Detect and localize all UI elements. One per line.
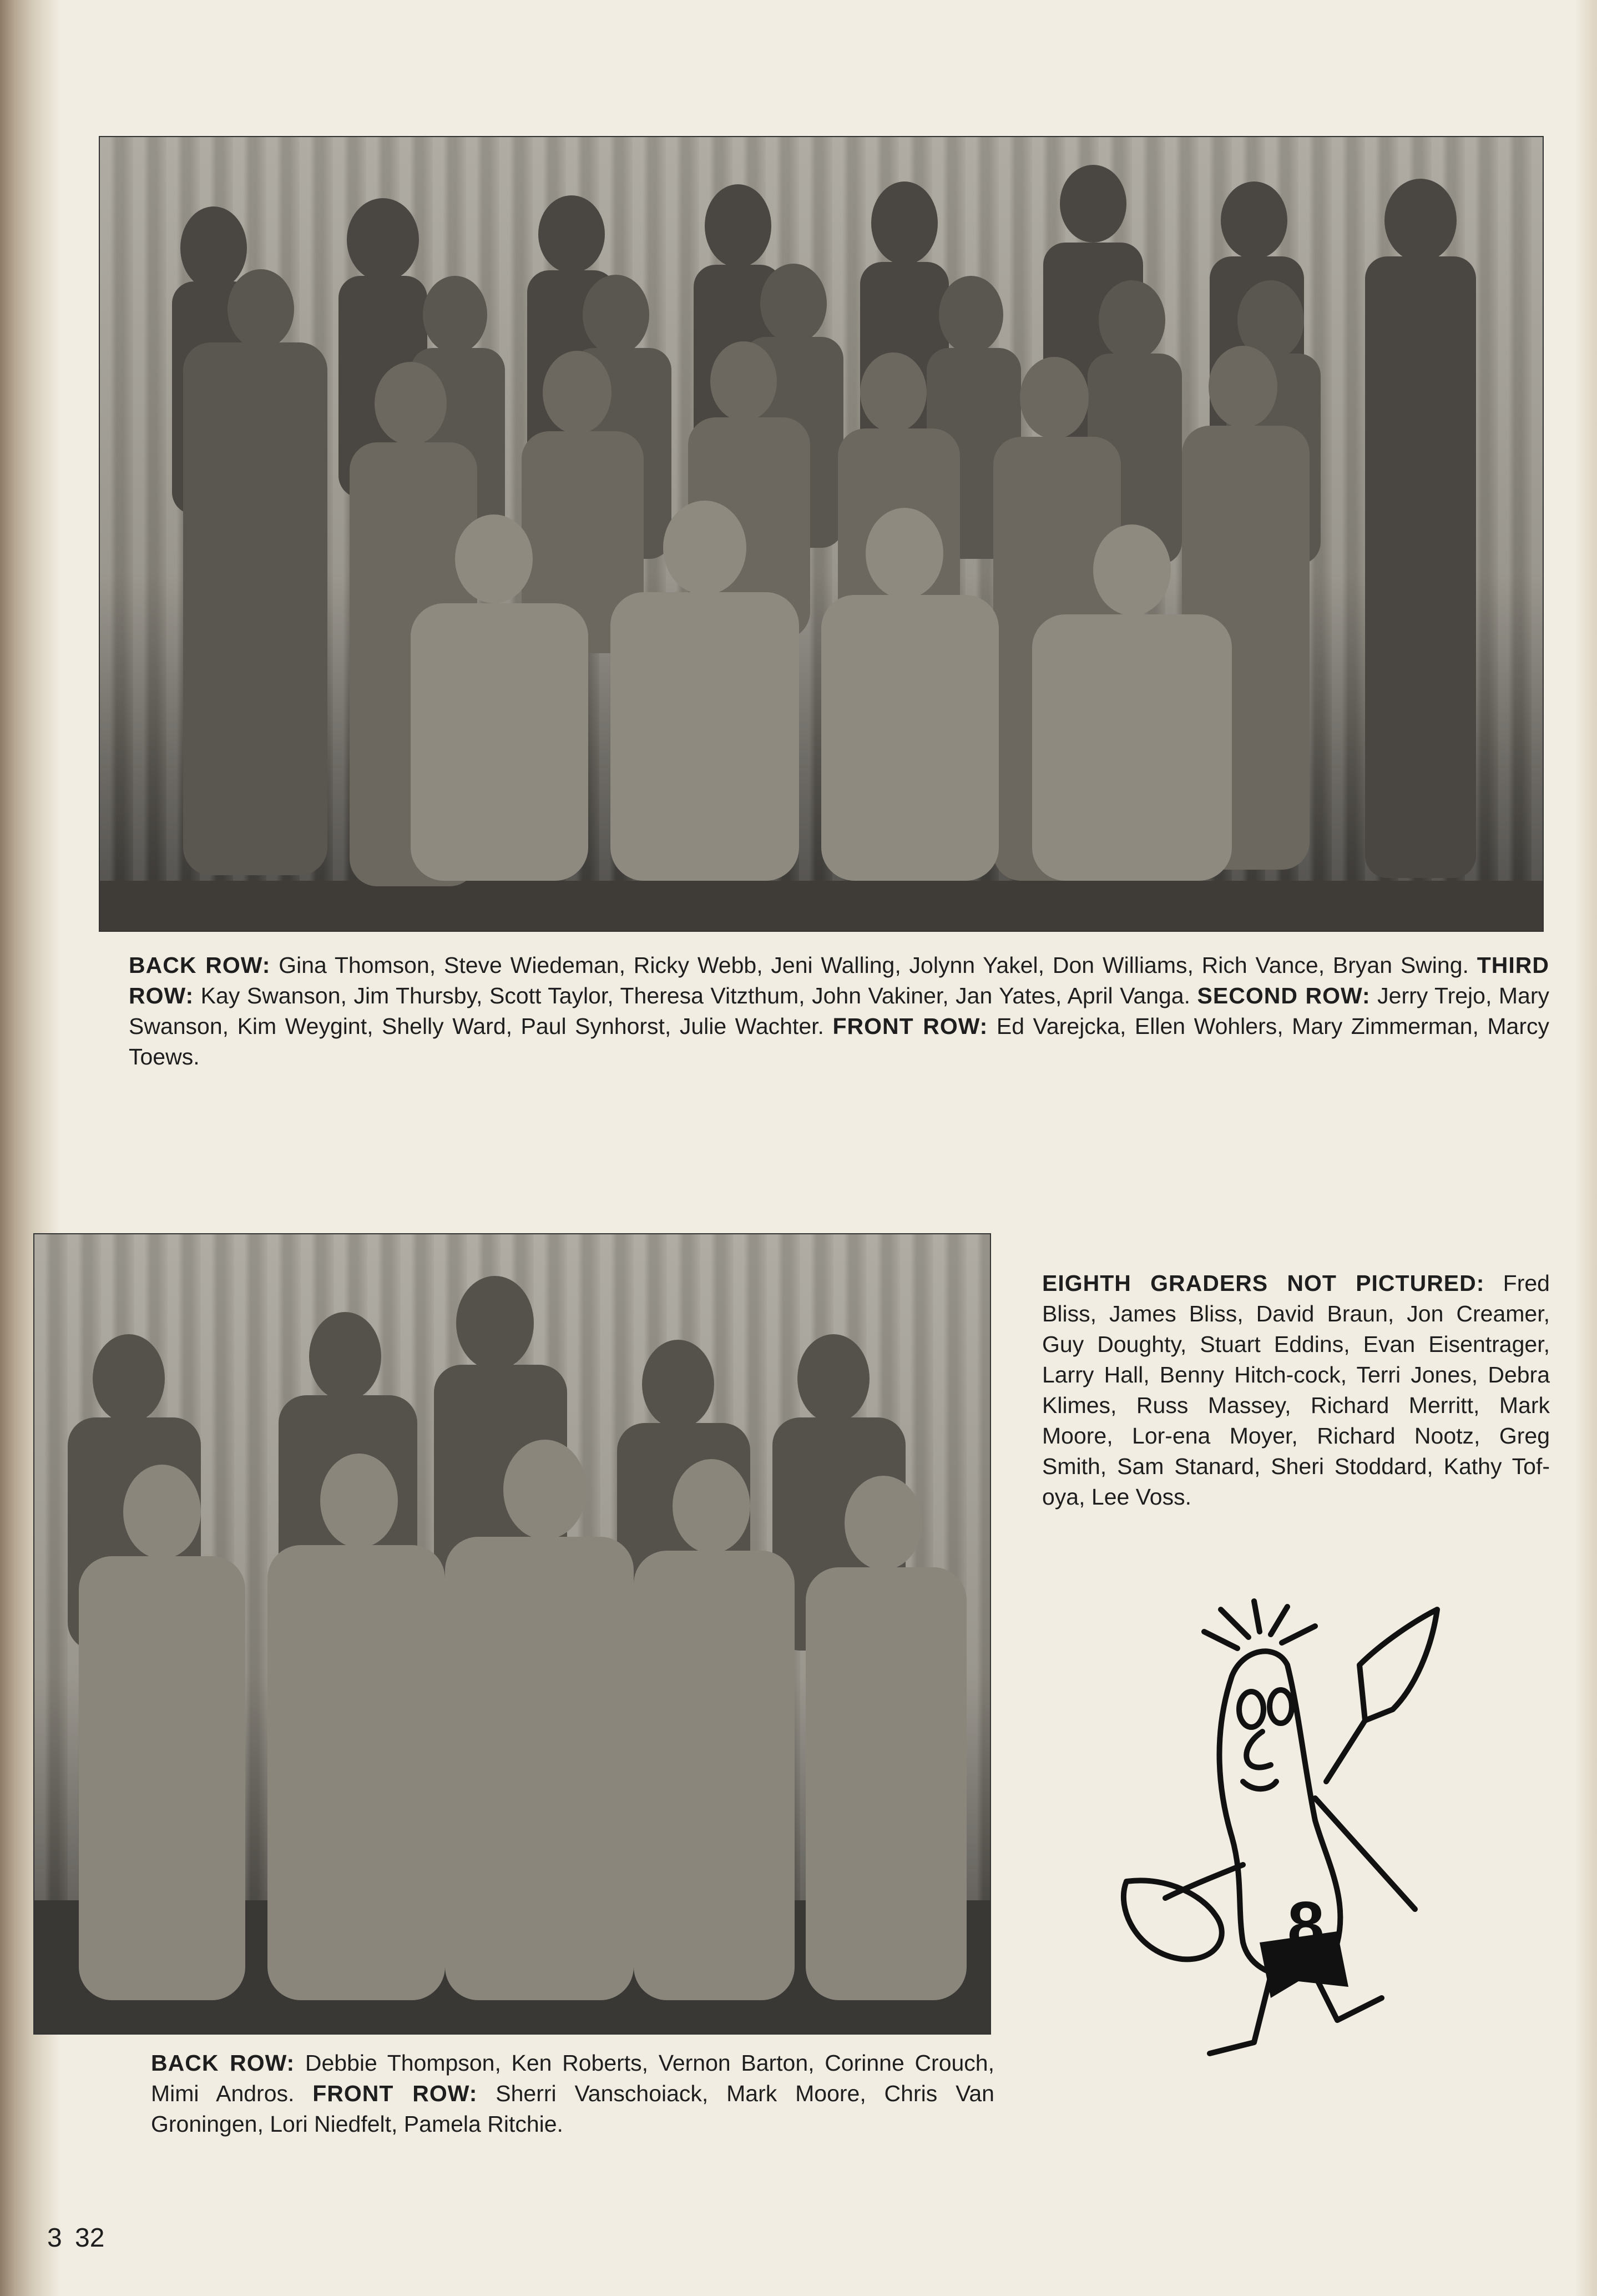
class-photo-bottom-figures [34,1234,990,2033]
bottom-back-row-label: BACK ROW: [151,2050,295,2076]
top-front-row-names: Ed Varejcka, Ellen Wohlers, Mary Zimmerman, Marcy Toews. [129,1013,1549,1069]
class-photo-bottom [33,1233,991,2035]
not-pictured-names: Fred Bliss, James Bliss, David Braun, Jon Creamer, Guy Doughty, Stuart Eddins, Evan Eisentrager, Larry Hall, Benny Hitch-cock, Terri Jones, Debra Klimes, Russ Massey, Richard Merritt, Mark Moore, Lor-ena Moyer, Richard Nootz, Greg Smith, Sam Stanard, Sheri Stoddard, Kathy Tof-oya, Lee Voss. [1042,1270,1550,1510]
page-number [47,2223,104,2253]
top-third-row-label: THIRD ROW: [129,952,1549,1008]
page-number-prefix: 3 [47,2223,62,2253]
bottom-photo-caption [151,2048,994,2139]
top-photo-caption [129,950,1549,1072]
page-number-value: 32 [75,2223,105,2253]
page-right-edge [1575,0,1597,2296]
top-third-row-names: Kay Swanson, Jim Thursby, Scott Taylor, Theresa Vitzthum, John Vakiner, Jan Yates, April Vanga. [200,983,1190,1008]
top-second-row-names: Jerry Trejo, Mary Swanson, Kim Weygint, Shelly Ward, Paul Synhorst, Julie Wachter. [129,983,1549,1039]
not-pictured-list [1042,1268,1550,1512]
bottom-back-row-names: Debbie Thompson, Ken Roberts, Vernon Barton, Corinne Crouch, Mimi Andros. [151,2050,995,2106]
bottom-front-row-names: Sherri Vanschoiack, Mark Moore, Chris Van Groningen, Lori Niedfelt, Pamela Ritchie. [151,2081,994,2137]
top-back-row-names: Gina Thomson, Steve Wiedeman, Ricky Webb, Jeni Walling, Jolynn Yakel, Don Williams, Rich Vance, Bryan Swing. [279,952,1469,978]
top-back-row-label: BACK ROW: [129,952,271,978]
class-photo-top-figures [100,137,1543,931]
mascot-badge-number: 8 [1287,1888,1325,1962]
class-photo-top [99,136,1544,932]
mascot-cartoon-illustration [1104,1598,1504,2098]
not-pictured-label: EIGHTH GRADERS NOT PICTURED: [1042,1270,1485,1296]
top-front-row-label: FRONT ROW: [832,1013,988,1039]
bottom-front-row-label: FRONT ROW: [312,2081,478,2106]
top-second-row-label: SECOND ROW: [1197,983,1371,1008]
